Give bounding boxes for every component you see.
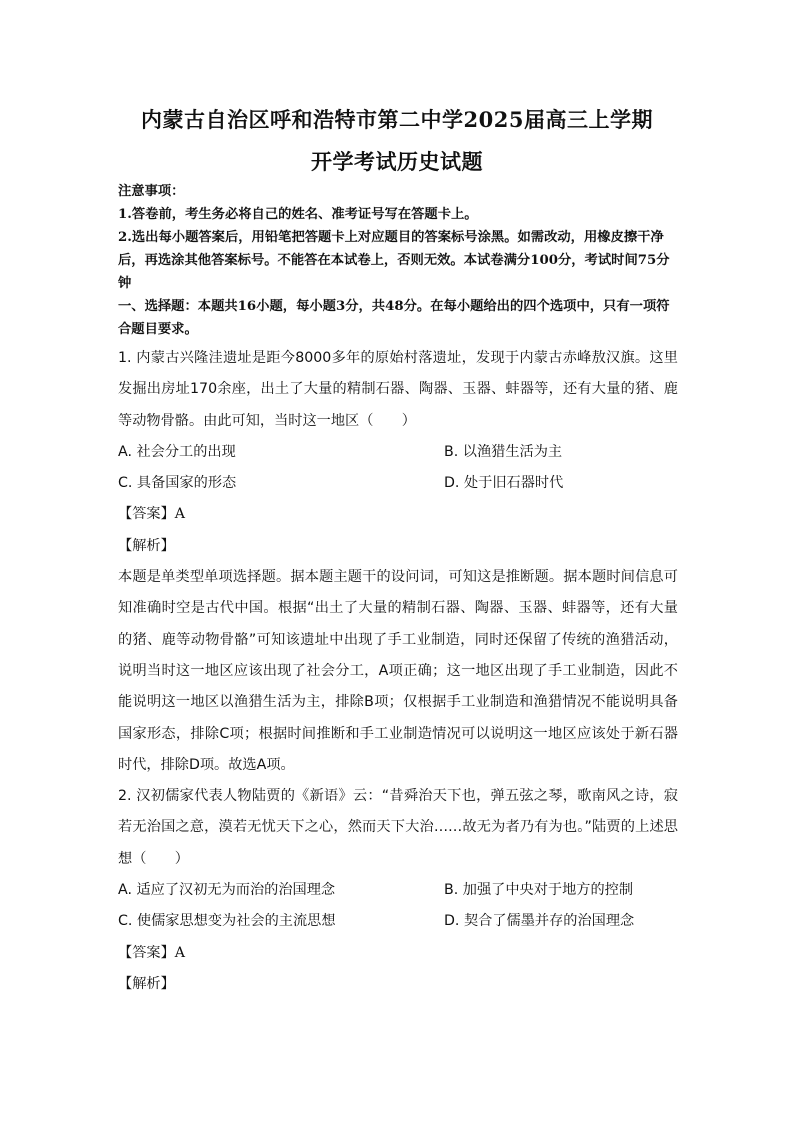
notes-heading: 注意事项：	[118, 184, 185, 199]
option-c: C. 具备国家的形态	[118, 475, 237, 492]
question-stem: 2. 汉初儒家代表人物陆贾的《新语》云：“昔舜治天下也，弹五弦之琴，歌南风之诗，寂若无治国之意，漠若无忧天下之心，然而天下大治……故无为者乃有为也。”陆贾的上述思想（ ）	[118, 788, 678, 867]
answer-label: 【答案】A	[118, 944, 185, 961]
option-d: D. 处于旧石器时代	[444, 475, 564, 492]
section-heading: 一、选择题：本题共16小题，每小题3分，共48分。在每小题给出的四个选项中，只有一项符合题目要求。	[118, 299, 670, 337]
option-c: C. 使儒家思想变为社会的主流思想	[118, 913, 336, 930]
analysis-text: 本题是单类型单项选择题。据本题主题干的设问词，可知这是推断题。据本题时间信息可知准确时空是古代中国。根据“出土了大量的精制石器、陶器、玉器、蚌器等，还有大量的猪、鹿等动物骨骼”可知该遗址中出现了手工业制造，同时还保留了传统的渔猎活动，说明当时这一地区应该出现了社会分工，A项正确；这一地区出现了手工业制造，因此不能说明这一地区以渔猎生活为主，排除B项；仅根据手工业制造和渔猎情况不能说明具备国家形态，排除C项；根据时间推断和手工业制造情况可以说明这一地区应该处于新石器时代，排除D项。故选A项。	[118, 569, 678, 773]
option-b: B. 以渔猎生活为主	[444, 443, 563, 460]
question-2	[118, 781, 678, 1000]
options-row	[118, 906, 678, 937]
analysis-label: 【解析】	[118, 975, 175, 992]
option-d: D. 契合了儒墨并存的治国理念	[444, 913, 635, 930]
note-1: 1.答卷前，考生务必将自己的姓名、准考证号写在答题卡上。	[118, 207, 478, 222]
exam-content	[118, 180, 678, 1000]
question-1	[118, 343, 678, 781]
options-row	[118, 468, 678, 499]
analysis-label: 【解析】	[118, 537, 175, 554]
question-stem: 1. 内蒙古兴隆洼遗址是距今8000多年的原始村落遗址，发现于内蒙古赤峰敖汉旗。这里发掘出房址170余座，出土了大量的精制石器、陶器、玉器、蚌器等，还有大量的猪、鹿等动物骨骼。由此可知，当时这一地区（ ）	[118, 350, 678, 429]
options-row	[118, 437, 678, 468]
option-b: B. 加强了中央对于地方的控制	[444, 882, 634, 899]
options-row	[118, 875, 678, 906]
note-2: 2.选出每小题答案后，用铅笔把答题卡上对应题目的答案标号涂黑。如需改动，用橡皮擦干净后，再选涂其他答案标号。不能答在本试卷上，否则无效。本试卷满分100分，考试时间75分钟	[118, 230, 670, 291]
page-title: 内蒙古自治区呼和浩特市第二中学2025届高三上学期	[141, 107, 653, 132]
option-a: A. 适应了汉初无为而治的治国理念	[118, 882, 336, 899]
option-a: A. 社会分工的出现	[118, 443, 236, 460]
answer-label: 【答案】A	[118, 506, 185, 523]
page-subtitle: 开学考试历史试题	[311, 149, 483, 174]
